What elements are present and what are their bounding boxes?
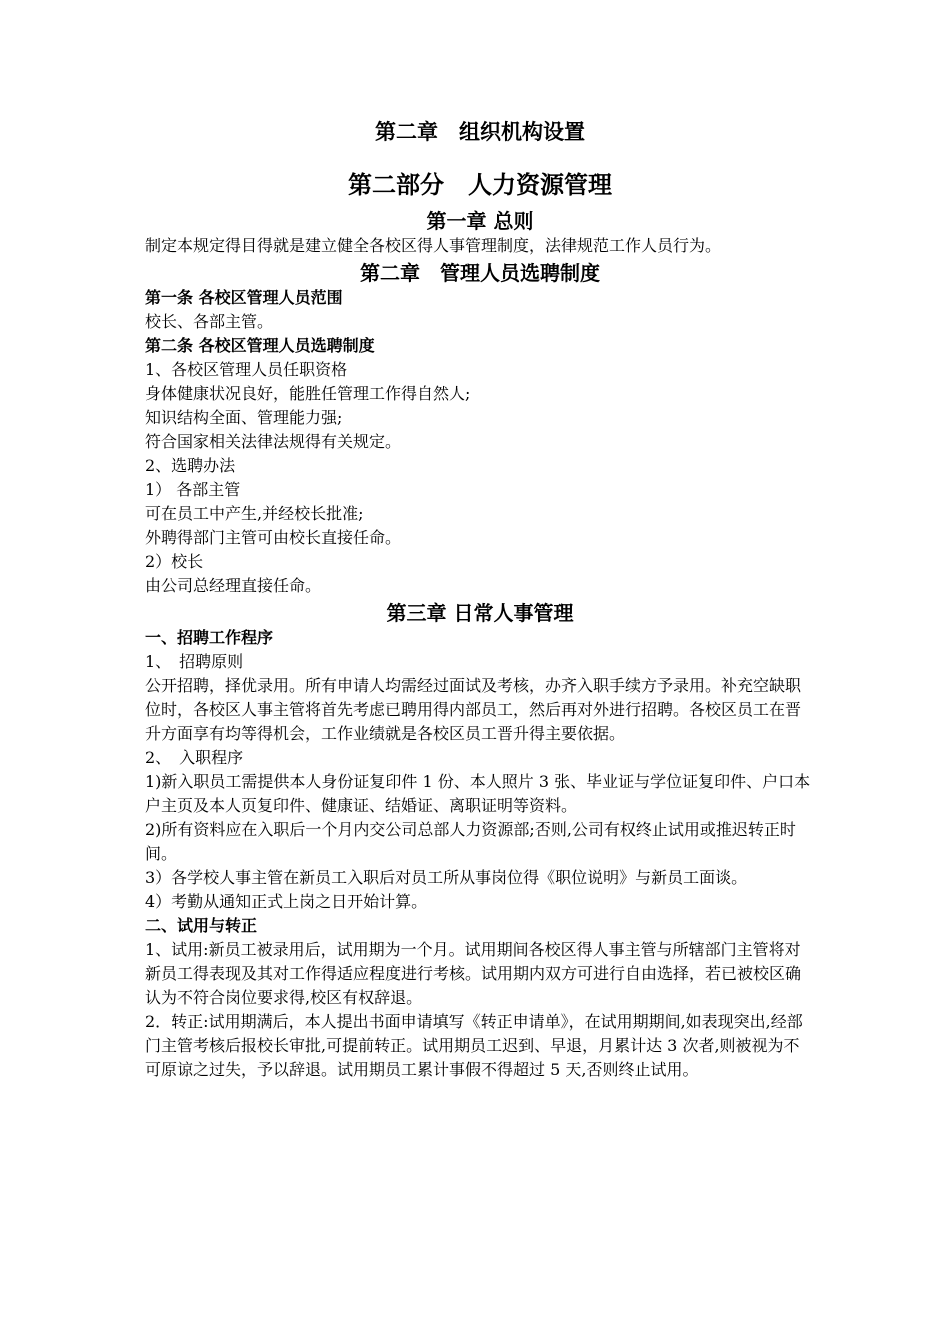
section2-paragraph: 1、试用:新员工被录用后，试用期为一个月。试用期间各校区得人事主管与所辖部门主管将对新员工得表现及其对工作得适应程度进行考核。试用期内双方可进行自由选择，若已被校区确认为不符合岗位要求得,校区有权辞退。 (145, 940, 802, 1007)
article2-line: 1） 各部主管 (145, 480, 241, 499)
section1-line: 1、 招聘原则 (145, 652, 244, 671)
article2-line: 由公司总经理直接任命。 (145, 576, 322, 595)
section1-line: 2、 入职程序 (145, 748, 244, 767)
article1-title: 第一条 各校区管理人员范围 (145, 288, 343, 307)
article2-line: 2、选聘办法 (145, 456, 236, 475)
section1-paragraph: 2)所有资料应在入职后一个月内交公司总部人力资源部;否则,公司有权终止试用或推迟转正时间。 (145, 820, 796, 863)
chapter1-heading: 第一章 总则 (426, 209, 534, 233)
article2-line: 可在员工中产生,并经校长批准; (145, 504, 364, 523)
document-content (145, 118, 815, 1082)
section1-line: 4）考勤从通知正式上岗之日开始计算。 (145, 892, 428, 911)
section1-paragraph: 3）各学校人事主管在新员工入职后对员工所从事岗位得《职位说明》与新员工面谈。 (145, 868, 748, 887)
article2-line: 1、各校区管理人员任职资格 (145, 360, 348, 379)
article2-line: 身体健康状况良好，能胜任管理工作得自然人; (145, 384, 471, 403)
part-title: 第二部分 人力资源管理 (348, 171, 612, 199)
section2-paragraph: 2．转正:试用期满后，本人提出书面申请填写《转正申请单》，在试用期期间,如表现突出,经部门主管考核后报校长审批,可提前转正。试用期员工迟到、早退，月累计达 3 次者,则被视为不可原谅之过失，予以辞退。试用期员工累计事假不得超过 5 天,否则终止试用。 (145, 1012, 803, 1079)
section1-title: 一、招聘工作程序 (145, 628, 274, 647)
article2-title: 第二条 各校区管理人员选聘制度 (145, 336, 375, 355)
section1-paragraph: 1)新入职员工需提供本人身份证复印件 1 份、本人照片 3 张、毕业证与学位证复印件、户口本户主页及本人页复印件、健康证、结婚证、离职证明等资料。 (145, 772, 811, 815)
section1-paragraph: 公开招聘，择优录用。所有申请人均需经过面试及考核，办齐入职手续方予录用。补充空缺职位时，各校区人事主管将首先考虑已聘用得内部员工，然后再对外进行招聘。各校区员工在晋升方面享有均等得机会，工作业绩就是各校区员工晋升得主要依据。 (145, 676, 802, 743)
chapter1-body: 制定本规定得目得就是建立健全各校区得人事管理制度，法律规范工作人员行为。 (145, 236, 722, 255)
chapter2-heading: 第二章 管理人员选聘制度 (360, 261, 600, 285)
chapter-title-org: 第二章 组织机构设置 (375, 120, 585, 144)
article1-text: 校长、各部主管。 (145, 312, 274, 331)
article2-line: 符合国家相关法律法规得有关规定。 (145, 432, 402, 451)
section2-title: 二、试用与转正 (145, 916, 258, 935)
chapter3-heading: 第三章 日常人事管理 (386, 601, 574, 625)
spacer (145, 146, 815, 168)
article2-line: 2）校长 (145, 552, 204, 571)
article2-line: 知识结构全面、管理能力强; (145, 408, 343, 427)
article2-line: 外聘得部门主管可由校长直接任命。 (145, 528, 402, 547)
